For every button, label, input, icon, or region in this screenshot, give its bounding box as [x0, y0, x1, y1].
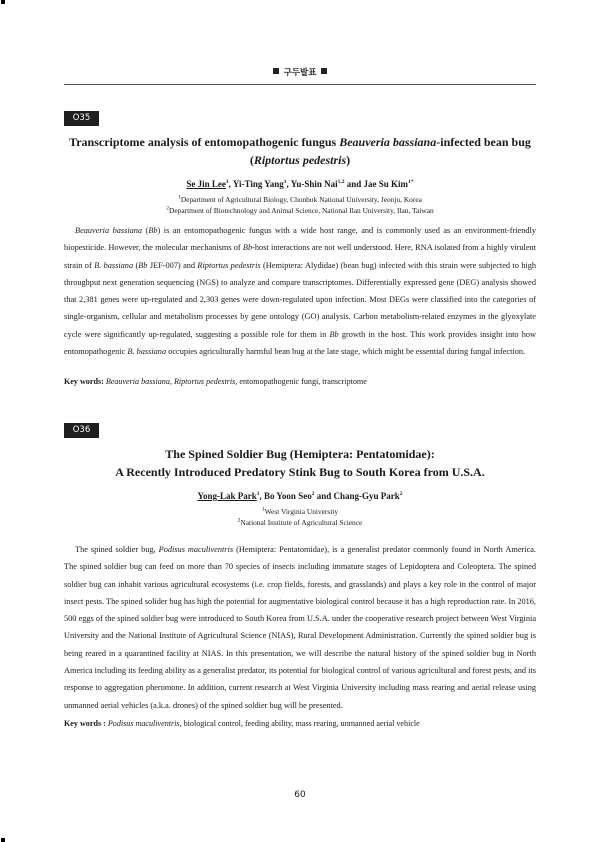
header-label: 구두발표 — [283, 68, 317, 78]
body-italic: B. bassiana — [127, 347, 167, 357]
title-text: A Recently Introduced Predatory Stink Bug to South Korea from U.S.A. — [115, 465, 485, 479]
abstract-body — [64, 222, 536, 360]
body-text: ( — [133, 260, 139, 270]
abstract-title — [64, 445, 536, 481]
author-name: Chang-Gyu Park — [333, 491, 400, 501]
abstract-body — [64, 541, 536, 714]
author-name: Yu-Shin Nai — [290, 179, 338, 189]
title-italic: Beauveria bassiana — [339, 135, 437, 149]
body-text: occupies agriculturally harmful bean bug at the late stage, which might be essential during fungal infection. — [166, 347, 526, 357]
author-sup: 1 — [256, 491, 260, 497]
keywords-text: biological control, feeding ability, mass rearing, unmanned aerial vehicle — [181, 719, 420, 728]
page-number: 60 — [294, 790, 306, 800]
header-rule — [64, 84, 536, 85]
keywords-italic: Podisus maculiventris, — [107, 719, 182, 728]
keywords-text: entomopathogenic fungi, transcriptome — [237, 377, 367, 386]
affil-sup: 2 — [166, 205, 170, 212]
affiliation — [64, 517, 536, 528]
body-text: (Hemiptera: Pentatomidae), is a generalist predator commonly found in North America. The spined soldier bug can feed on more than 70 species of insects including immature stages of Lepidoptera and Coleoptera. The spined soldier bug can inhabit various agricultural ecosystems (i.e. crop fields, forests, and grasslands) and plays a key role in the control of major insect pests. The spined solider bug has high the potential for augmentative biological control because it has a high reproduction rate. In 2016, 500 eggs of the spined soldier bug were introduced to South Korea from U.S.A. under the cooperative research project between West Virginia University and the National Institute of Agricultural Science (NIAS), Rural Development Administration. Currently the spined soldier bug is being reared in a quarantined facility at NIAS. In this presentation, we will describe the natural history of the spined soldier bug in North America including its feeding ability as a generalist predator, its potential for biological control of various agricultural and forest pests, and its response to aggregation pheromone. In addition, current research at West Virginia University including mass rearing and aerial release using unmanned aerial vehicles (a.k.a. drones) of the spined soldier bug will be presented. — [64, 545, 537, 710]
title-italic: Riptortus pedestris — [253, 153, 347, 167]
title-text: -infected bean bug — [436, 135, 531, 149]
edge-mark-bottom — [1, 838, 5, 842]
keywords-label: Key words: — [64, 377, 104, 386]
abstract-id-badge: O35 — [64, 111, 99, 126]
body-italic: B. bassiana — [94, 260, 134, 270]
square-bullet-icon — [273, 68, 279, 74]
keywords — [64, 377, 536, 386]
keywords-italic: Beauveria bassiana, Riptortus pedestris, — [105, 377, 238, 386]
affiliation — [64, 506, 536, 517]
body-italic: Riptortus pedestris — [197, 260, 261, 270]
body-italic: Bb — [138, 260, 148, 270]
body-text: The spined soldier bug, — [75, 545, 159, 554]
body-text: (Hemiptera: Alydidae) (bean bug) infected with this strain were subjected to high throughput next generation sequencing (NGS) to analyze and compare transcriptomes. Differentially expressed gene (DEG) analysis showed that 2,381 genes were up-regulated and 2,303 genes were down-regulated upon infection. Most DEGs were classified into the categories of single-organism, cellular and metabolism processes by gene ontology (GO) analysis. Carbon metabolism-related enzymes in the glyoxylate cycle were significantly up-regulated, suggesting a possible role for them in — [64, 260, 536, 339]
keywords-label: Key words : — [64, 719, 106, 728]
author-name: Se Jin Lee — [186, 179, 226, 189]
author-sup: 1 — [225, 179, 229, 185]
author-sup: 1* — [408, 179, 414, 185]
affil-sup: 1 — [178, 194, 181, 201]
body-italic: Beauveria bassiana — [75, 226, 143, 235]
square-bullet-icon — [321, 68, 327, 74]
affiliation — [64, 205, 536, 216]
body-text: ( — [142, 226, 149, 235]
affiliations — [64, 506, 536, 528]
author-list: Yong-Lak Park$^1$, Bo Yoon Seo$^2$ and Chang-Gyu Park$^2$ — [197, 491, 403, 501]
affil-text: Department of Agricultural Biology, Chonbuk National University, Jeonju, Korea — [180, 195, 422, 204]
body-italic: Bb — [329, 329, 339, 339]
body-italic: Bb — [148, 226, 158, 235]
author-name: Yong-Lak Park — [197, 491, 257, 501]
author-list: Se Jin Lee$^1$, Yi-Ting Yang$^1$, Yu-Shin Nai$^{1,2}$ and Jae Su Kim$^{1*}$ — [186, 179, 414, 189]
author-sup: 2 — [311, 491, 315, 497]
body-text: -host interactions are not well understood. Here, RNA isolated from a highly virulent strain of — [64, 243, 537, 270]
body-italic: Podisus maculiventris — [158, 545, 234, 554]
author-name: Jae Su Kim — [363, 179, 409, 189]
abstract-id-badge: O36 — [64, 423, 99, 438]
author-sup: 1,2 — [337, 179, 345, 185]
title-text: Transcriptome analysis of entomopathogenic fungus — [69, 135, 340, 149]
title-text: The Spined Soldier Bug (Hemiptera: Pentatomidae): — [165, 447, 435, 461]
author-sup: 1 — [283, 179, 287, 185]
body-text: growth in the host. This work provides insight into how entomopathogenic — [64, 329, 536, 357]
affiliation — [64, 194, 536, 205]
affil-sup: 1 — [261, 506, 265, 513]
abstract-title: Transcriptome analysis of entomopathogenic fungus Beauveria bassiana-infected bean bug (Riptortus pedestris) — [69, 135, 531, 167]
page-header — [0, 66, 600, 78]
author-name: Yi-Ting Yang — [232, 179, 284, 189]
affil-text: National Institute of Agricultural Science — [240, 518, 363, 527]
affil-sup: 2 — [237, 517, 241, 524]
keywords — [64, 719, 536, 728]
body-italic: Bb — [242, 243, 253, 253]
body-text: JEF-007) and — [147, 260, 198, 270]
edge-mark-top — [1, 0, 5, 4]
affil-text: Department of Biotechnology and Animal Science, National Ilan University, Ilan, Taiwan — [169, 206, 434, 215]
author-name: Bo Yoon Seo — [264, 491, 312, 501]
affiliations — [64, 194, 536, 216]
affil-text: West Virginia University — [264, 507, 339, 516]
author-sup: 2 — [399, 491, 403, 497]
body-text: ) is an entomopathogenic fungus with a wide host range, and is commonly used as an environment-friendly biopesticide. However, the molecular mechanisms of — [64, 226, 536, 253]
